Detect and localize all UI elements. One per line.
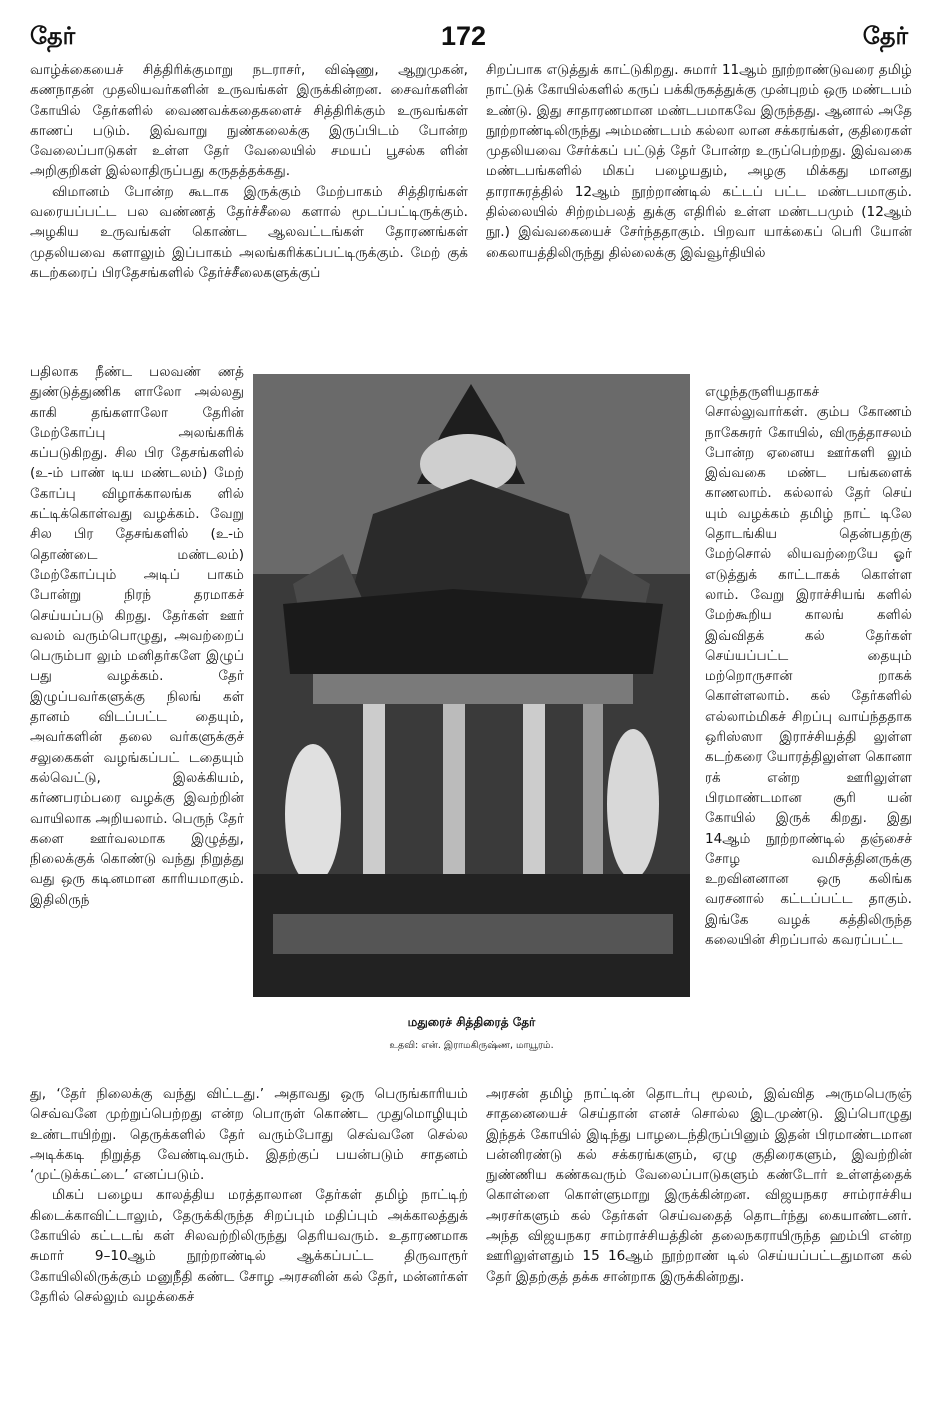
right-column-top (486, 60, 912, 263)
paragraph: விமானம் போன்ற கூடாக இருக்கும் மேற்பாகம் சித்திரங்கள் வரையப்பட்ட பல வண்ணத் தேர்ச்சீலை களால் மூடப்பட்டிருக்கும். அழகிய உருவங்கள் கொண்ட ஆலவட்டங்கள் தோரணங்கள் முதலியவை களாலும் இப்பாகம் அலங்கரிக்கப்பட்டிருக்கும். மேற் குக் கடற்கரைப் பிரதேசங்களில் தேர்ச்சீலைகளுக்குப் (30, 183, 468, 281)
paragraph: வாழ்க்கையைச் சித்திரிக்குமாறு நடராசர், விஷ்ணு, ஆறுமுகன், கணநாதன் முதலியவர்களின் உருவங்கள் இருக்கின்றன. சைவர்களின் கோயில் தேர்களில் வைணவக்கதைகளைச் சித்திரிக்கும் உருவங்கள் காணப் படும். இவ்வாறு நுண்கலைக்கு இருப்பிடம் போன்ற வேலைப்பாடுகள் உள்ள தேர் வேலையில் சமயப் பூசல்க ளின் அறிகுறிகள் இல்லாதிருப்பது கருதத்தக்கது. (30, 62, 468, 180)
figure-credit: உதவி: என். இராமகிருஷ்ண, மாயூரம். (389, 1040, 554, 1051)
right-column-beside-figure (705, 382, 912, 950)
paragraph: பதிலாக நீண்ட பலவண் ணத் துண்டுத்துணிக ளாலோ அல்லது காகி தங்களாலோ தேரின் மேற்கோப்பு அலங்கரிக் கப்படுகிறது. சில பிர தேசங்களில் (உ-ம் பாண் டிய மண்டலம்) மேற் கோப்பு விழாக்காலங்க ளில் கட்டிக்கொள்வது வழக்கம். வேறு சில பிர தேசங்களில் (உ-ம் தொண்டை மண்டலம்) மேற்கோப்பும் அடிப் பாகம் போன்று நிரந் தரமாகச் செய்யப்படு கிறது. தேர்கள் ஊர் வலம் வரும்பொழுது, அவற்றைப் பெரும்பா லும் மனிதர்களே இழுப் பது வழக்கம். தேர் இழுப்பவர்களுக்கு நிலங் கள் தானம் விடப்பட்ட தையும், அவர்களின் தலை வர்களுக்குச் சலுகைகள் வழங்கப்பட் டதையும் கல்வெட்டு, இலக்கியம், கர்ணபரம்பரை வழக்கு இவற்றின் வாயிலாக அறியலாம். பெருந் தேர் களை ஊர்வலமாக இழுத்து, நிலைக்குக் கொண்டு வந்து நிறுத்து வது ஒரு கடினமான காரியமாகும். இதிலிருந் (30, 364, 244, 908)
paragraph: எழுந்தருளியதாகச் சொல்லுவார்கள். கும்ப கோணம் நாகேசுரர் கோயில், விருத்தாசலம் போன்ற ஏனைய ஊர்களி லும் இவ்வகை மண்ட பங்களைக் காணலாம். கல்லால் தேர் செய் யும் வழக்கம் தமிழ் நாட் டிலே தொடங்கிய தென்பதற்கு மேற்சொல் லியவற்றையே ஓர் எடுத்துக் காட்டாகக் கொள்ள லாம். வேறு இராச்சியங் களில் மேற்கூறிய காலங் களில் இவ்விதக் கல் தேர்கள் செய்யப்பட்ட தையும் மற்றொருசான் றாகக் கொள்ளலாம். கல் தேர்களில் எல்லாம்மிகச் சிறப்பு வாய்ந்ததாக ஒரிஸ்ஸா இராச்சியத்தி லுள்ள கடற்கரை யோரத்திலுள்ள கொனா ரக் என்ற ஊரிலுள்ள பிரமாண்டமான சூரி யன் கோயில் இருக் கிறது. இது 14ஆம் நூற்றாண்டில் தஞ்சைச் சோழ வமிசத்தினருக்கு உறவினனான ஒரு கலிங்க வரசனால் கட்டப்பட்ட தாகும். இங்கே வழக் கத்திலிருந்த கலையின் சிறப்பால் கவரப்பட்ட (705, 384, 912, 949)
running-head-right: தேர் (862, 22, 908, 50)
left-column-beside-figure (30, 362, 244, 910)
paragraph: அரசன் தமிழ் நாட்டின் தொடர்பு மூலம், இவ்வித அருமபெருஞ் சாதனையைச் செய்தான் எனச் சொல்ல இடமுண்டு. இப்பொழுது இந்தக் கோயில் இடிந்து பாழடைந்திருப்பினும் இதன் பிரமாண்டமான பன்னிரண்டு கல் சக்கரங்களும், ஏழு குதிரைகளும், இவற்றின் நுண்ணிய கண்கவரும் வேலைப்பாடுகளும் கண்டோர் உள்ளத்தைக் கொள்ளை கொள்ளுமாறு இருக்கின்றன. விஜயநகர சாம்ராச்சிய அரசர்களும் கல் தேர்கள் செய்வதைத் தொடர்ந்து கையாண்டனர். அந்த விஜயநகர சாம்ராச்சியத்தின் தலைநகராயிருந்த ஹம்பி என்ற ஊரிலுள்ளதும் 15 16ஆம் நூற்றாண் டில் செய்யப்பட்டதுமான கல் தேர் இதற்குத் தக்க சான்றாக இருக்கின்றது. (486, 1086, 912, 1285)
paragraph: து, ‘தேர் நிலைக்கு வந்து விட்டது.’ அதாவது ஒரு பெருங்காரியம் செவ்வனே முற்றுப்பெற்றது என்ற பொருள் கொண்ட முதுமொழியும் உண்டாயிற்று. தெருக்களில் தேர் வரும்போது செவ்வனே செல்ல அடிக்கடி நிறுத்த வேண்டிவரும். இதற்குப் பயன்படும் சாதனம் ‘முட்டுக்கட்டை’ எனப்படும். (30, 1086, 468, 1184)
paragraph: மிகப் பழைய காலத்திய மரத்தாலான தேர்கள் தமிழ் நாட்டிற் கிடைக்காவிட்டாலும், தேருக்கிருந்த சிறப்பும் மதிப்பும் அக்காலத்துக் கோயில் கட்டடங் கள் சிலவற்றிலிருந்து தெரியவரும். உதாரணமாக சுமார் 9–10ஆம் நூற்றாண்டில் ஆக்கப்பட்ட திருவாரூர் கோயிலிலிருக்கும் மனுநீதி கண்ட சோழ அரசனின் கல் தேர், மன்னர்கள் தேரில் செல்லும் வழக்கைச் (30, 1187, 468, 1305)
page-number: 172 (441, 21, 487, 51)
figure-caption: மதுரைச் சித்திரைத் தேர் (407, 1015, 536, 1029)
paragraph: சிறப்பாக எடுத்துக் காட்டுகிறது. சுமார் 11ஆம் நூற்றாண்டுவரை தமிழ் நாட்டுக் கோயில்களில் கருப் பக்கிருகத்துக்கு முன்புறம் ஒரு மண்டபம் உண்டு. இது சாதாரணமான மண்டபமாகவே இருந்தது. ஆனால் அதே நூற்றாண்டிலிருந்து அம்மண்டபம் கல்லா லான சக்கரங்கள், குதிரைகள் முதலியவை சேர்க்கப் பட்டுத் தேர் போன்ற உருப்பெற்றது. இவ்வகை மண்டபங்களில் மிகப் பழையதும், அழகு மிக்கது மானது தாராசுரத்தில் 12ஆம் நூற்றாண்டில் கட்டப் பட்ட மண்டபமாகும். தில்லையில் சிற்றம்பலத் துக்கு எதிரில் உள்ள மண்டபமும் (12ஆம் நூ.) இவ்வகையைச் சேர்ந்ததாகும். பிறவா யாக்கைப் பெரி யோன் கைலாயத்திலிருந்து தில்லைக்கு இவ்வூர்தியில் (486, 62, 912, 261)
temple-chariot-photo (253, 374, 690, 997)
left-column-top (30, 60, 468, 283)
right-column-bottom (486, 1084, 912, 1287)
running-head-left: தேர் (30, 22, 76, 50)
left-column-bottom (30, 1084, 468, 1307)
